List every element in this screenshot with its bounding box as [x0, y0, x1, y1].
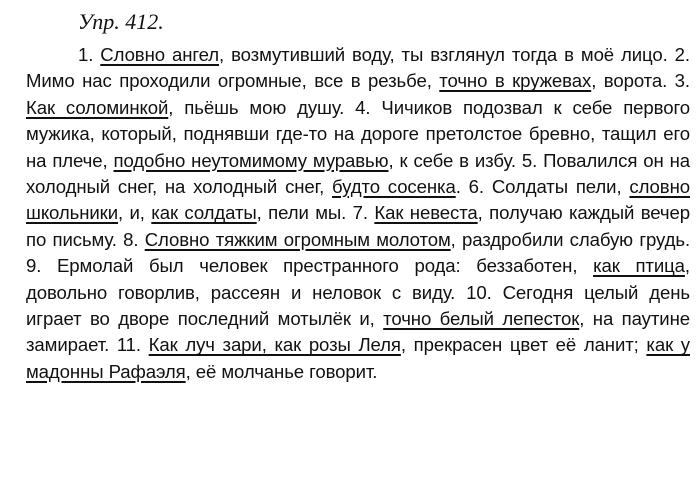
text-segment: , к себе в избу. 5. Повалился он на холодный снег, на холодный снег, [26, 149, 690, 198]
text-segment: , её молчанье говорит. [185, 360, 378, 382]
underlined-comparison: как у мадонны Рафаэля [26, 334, 690, 382]
text-segment: , ворота. 3. [591, 70, 690, 92]
underlined-comparison: Как соломинкой [26, 96, 169, 118]
underlined-comparison: словно школьники [26, 176, 690, 224]
text-segment: , получаю каждый вечер по письму. 8. [26, 202, 690, 250]
text-segment: , возмутивший воду, ты взглянул тогда в моё лицо. 2. Мимо нас проходили огромные, все в резьбе, [26, 44, 690, 92]
text-segment: , пьёшь мою душу. 4. Чичиков подозвал к себе первого мужика, который, поднявши где-то на дороге претолстое бревно, тащил его на плече, [26, 96, 690, 171]
underlined-comparison: Словно тяжким огромным молотом [144, 228, 451, 250]
exercise-title: Упр. 412. [78, 9, 164, 34]
underlined-comparison: будто сосенка [332, 176, 456, 198]
underlined-comparison: точно белый лепесток [383, 308, 580, 330]
text-segment: , раздробили слабую грудь. 9. Ермолай был человек престранного рода: беззаботен, [26, 228, 691, 277]
underlined-comparison: подобно неутомимому муравью [113, 149, 389, 171]
text-segment: , и, [118, 202, 152, 224]
text-segment: , прекрасен цвет её ланит; [400, 334, 647, 356]
text-segment: , на паутине замирает. 11. [26, 308, 690, 356]
text-segment: , пели мы. 7. [256, 202, 375, 224]
text-segment: . 6. Солдаты пели, [455, 176, 630, 198]
underlined-comparison: Словно ангел [100, 44, 220, 65]
underlined-comparison: Как луч зари, как розы Леля [148, 334, 401, 356]
underlined-comparison: Как невеста [374, 202, 478, 224]
exercise-text [26, 42, 690, 385]
underlined-comparison: точно в кружевах [439, 70, 592, 92]
underlined-comparison: как солдаты [151, 202, 257, 224]
underlined-comparison: как птица [593, 255, 685, 277]
text-segment: 1. [78, 44, 101, 65]
text-segment: , довольно говорлив, рассеян и неловок с виду. 10. Сегодня целый день играет во дворе последний мотылёк и, [26, 255, 690, 330]
exercise-page [26, 8, 690, 385]
